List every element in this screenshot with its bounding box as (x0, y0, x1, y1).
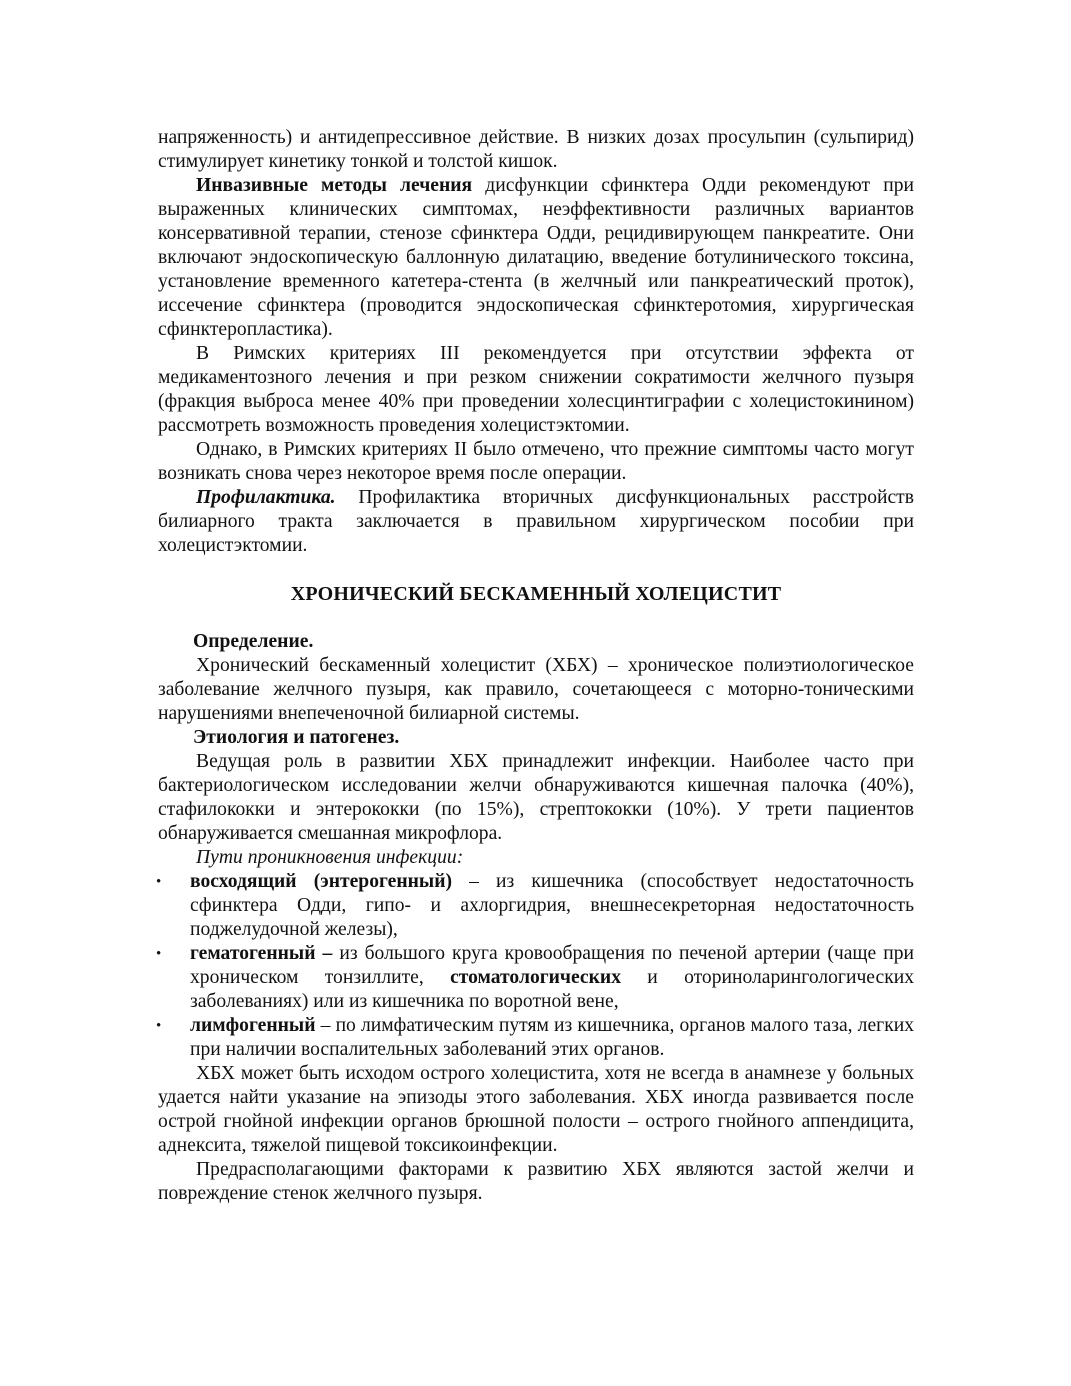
paragraph-outcome (158, 1062, 914, 1158)
paragraph-text: Ведущая роль в развитии ХБХ принадлежит инфекции. Наиболее часто при бактериологическом исследовании желчи обнаруживаются кишечная палочка (40%), стафилококки и энтерококки (по 15%), стрептококки (10%). У трети пациентов обнаруживается смешанная микрофлора. (158, 751, 914, 844)
paragraph-definition (158, 654, 914, 726)
paragraph-sulpiride (158, 126, 914, 174)
infection-routes-list (158, 870, 914, 1062)
term-prophylaxis: Профилактика. (196, 487, 336, 508)
paragraph-text: В Римских критериях III рекомендуется при отсутствии эффекта от медикаментозного лечения и при резком снижении сократимости желчного пузыря (фракция выброса менее 40% при проведении холесцинтиграфии с холецистокинином) рассмотреть возможность проведения холецистэктомии. (158, 343, 914, 436)
route-text: – по лимфатическим путям из кишечника, органов малого таза, легких при наличии воспалительных заболеваний этих органов. (190, 1015, 914, 1060)
paragraph-etiology (158, 750, 914, 846)
heading-infection-routes: Пути проникновения инфекции: (196, 847, 464, 868)
paragraph-rome-ii (158, 438, 914, 486)
route-term: лимфогенный (190, 1015, 316, 1036)
route-text: – из кишечника (способствует недостаточность сфинктера Одди, гипо- и ахлоргидрия, внешнесекреторная недостаточность поджелудочной железы), (190, 871, 914, 940)
paragraph-text: ХБХ может быть исходом острого холецистита, хотя не всегда в анамнезе у больных удается найти указание на эпизоды этого заболевания. ХБХ иногда развивается после острой гнойной инфекции органов брюшной полости – острого гнойного аппендицита, аднексита, тяжелой пищевой токсикоинфекции. (158, 1063, 914, 1156)
paragraph-text: Хронический бескаменный холецистит (ХБХ) – хроническое полиэтиологическое заболевание желчного пузыря, как правило, сочетающееся с моторно-тоническими нарушениями внепеченочной билиарной системы. (158, 655, 914, 724)
list-item (158, 870, 914, 942)
bullet-icon: • (156, 946, 162, 962)
route-text: и оториноларингологических заболеваниях) или из кишечника по воротной вене, (190, 967, 914, 1012)
route-term: гематогенный – (190, 943, 333, 964)
heading-etiology: Этиология и патогенез. (193, 727, 400, 748)
paragraph-text: напряженность) и антидепрессивное действие. В низких дозах просульпин (сульпирид) стимулирует кинетику тонкой и толстой кишок. (158, 127, 914, 172)
document-page (158, 126, 914, 1206)
paragraph-text: дисфункции сфинктера Одди рекомендуют при выраженных клинических симптомах, неэффективности различных вариантов консервативной терапии, стенозе сфинктера Одди, рецидивирующем панкреатите. Они включают эндоскопическую баллонную дилатацию, введение ботулинического токсина, установление временного катетера-стента (в желчный или панкреатический проток), иссечение сфинктера (проводится эндоскопическая сфинктеротомия, хирургическая сфинктеропластика). (158, 175, 914, 340)
bullet-icon: • (156, 1018, 162, 1034)
bullet-icon: • (156, 874, 162, 890)
paragraph-prophylaxis (158, 486, 914, 558)
list-item (158, 1014, 914, 1062)
term-invasive-methods: Инвазивные методы лечения (196, 175, 473, 196)
route-text: из большого круга кровообращения по печеной артерии (чаще при хроническом тонзиллите, (190, 943, 915, 988)
route-emphasis: стоматологических (450, 967, 621, 988)
paragraph-text: Однако, в Римских критериях II было отмечено, что прежние симптомы часто могут возникать снова через некоторое время после операции. (158, 439, 914, 484)
list-item (158, 942, 914, 1014)
section-title: ХРОНИЧЕСКИЙ БЕСКАМЕННЫЙ ХОЛЕЦИСТИТ (290, 583, 782, 605)
paragraph-rome-iii (158, 342, 914, 438)
route-term: восходящий (энтерогенный) (190, 871, 453, 892)
paragraph-text: Предрасполагающими факторами к развитию ХБХ являются застой желчи и повреждение стенок желчного пузыря. (158, 1159, 914, 1204)
heading-definition: Определение. (193, 631, 314, 652)
paragraph-text: Профилактика вторичных дисфункциональных расстройств билиарного тракта заключается в правильном хирургическом пособии при холецистэктомии. (158, 487, 914, 556)
paragraph-factors (158, 1158, 914, 1206)
paragraph-invasive-methods (158, 174, 914, 342)
